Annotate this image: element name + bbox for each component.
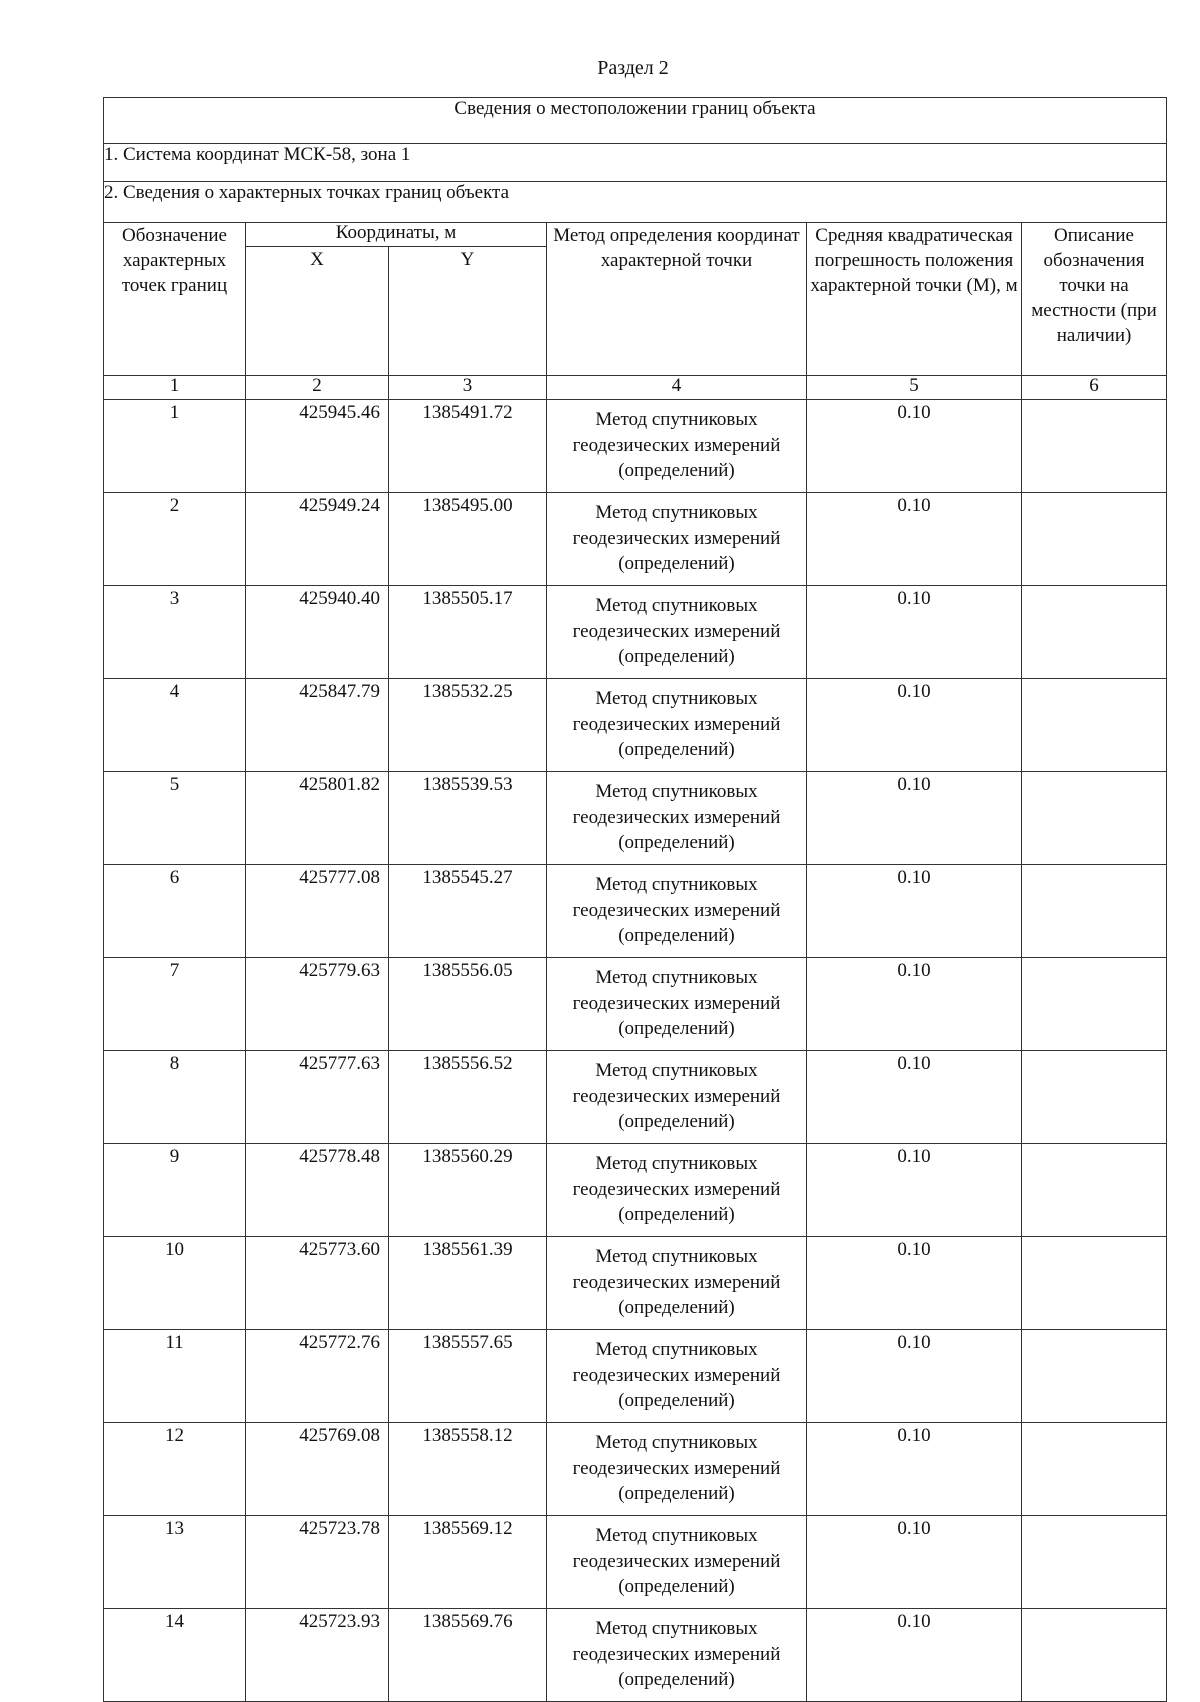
method-cell: Метод спутниковых геодезических измерений (определений) [547, 958, 807, 1051]
point-number: 1 [104, 400, 246, 493]
header-row-top [104, 223, 1167, 247]
coord-x: 425779.63 [246, 958, 389, 1051]
method-cell: Метод спутниковых геодезических измерений (определений) [547, 400, 807, 493]
points-title-text: 2. Сведения о характерных точках границ объекта [104, 182, 1167, 223]
table-row [104, 865, 1167, 958]
error-cell: 0.10 [807, 1051, 1022, 1144]
boundary-points-table [103, 97, 1167, 1702]
method-cell: Метод спутниковых геодезических измерений (определений) [547, 1330, 807, 1423]
error-cell: 0.10 [807, 586, 1022, 679]
coord-y: 1385557.65 [389, 1330, 547, 1423]
error-cell: 0.10 [807, 400, 1022, 493]
point-number: 5 [104, 772, 246, 865]
coord-x: 425801.82 [246, 772, 389, 865]
point-number: 11 [104, 1330, 246, 1423]
coord-system-text: 1. Система координат МСК-58, зона 1 [104, 144, 1167, 182]
coord-y: 1385560.29 [389, 1144, 547, 1237]
coord-y: 1385556.52 [389, 1051, 547, 1144]
coord-y: 1385558.12 [389, 1423, 547, 1516]
column-number: 5 [807, 376, 1022, 400]
coord-y: 1385495.00 [389, 493, 547, 586]
description-cell [1022, 1051, 1167, 1144]
coord-y: 1385505.17 [389, 586, 547, 679]
error-cell: 0.10 [807, 679, 1022, 772]
error-cell: 0.10 [807, 1144, 1022, 1237]
coord-x: 425949.24 [246, 493, 389, 586]
table-row [104, 586, 1167, 679]
column-number: 6 [1022, 376, 1167, 400]
description-cell [1022, 958, 1167, 1051]
coord-x: 425723.93 [246, 1609, 389, 1702]
column-number: 4 [547, 376, 807, 400]
description-cell [1022, 772, 1167, 865]
description-cell [1022, 679, 1167, 772]
error-cell: 0.10 [807, 1609, 1022, 1702]
column-number: 2 [246, 376, 389, 400]
table-row [104, 772, 1167, 865]
section-title: Раздел 2 [597, 57, 669, 79]
point-number: 10 [104, 1237, 246, 1330]
method-cell: Метод спутниковых геодезических измерений (определений) [547, 679, 807, 772]
description-cell [1022, 493, 1167, 586]
point-number: 9 [104, 1144, 246, 1237]
description-cell [1022, 400, 1167, 493]
coord-x: 425723.78 [246, 1516, 389, 1609]
method-cell: Метод спутниковых геодезических измерений (определений) [547, 1423, 807, 1516]
header-x: X [246, 247, 389, 376]
table-row [104, 1423, 1167, 1516]
method-cell: Метод спутниковых геодезических измерений (определений) [547, 1237, 807, 1330]
header-y: Y [389, 247, 547, 376]
header-method: Метод определения координат характерной точки [547, 223, 807, 376]
table-row [104, 493, 1167, 586]
description-cell [1022, 1330, 1167, 1423]
point-number: 4 [104, 679, 246, 772]
point-number: 13 [104, 1516, 246, 1609]
method-cell: Метод спутниковых геодезических измерений (определений) [547, 865, 807, 958]
coord-system-row [104, 144, 1167, 182]
table-caption: Сведения о местоположении границ объекта [104, 98, 1167, 144]
coord-x: 425778.48 [246, 1144, 389, 1237]
error-cell: 0.10 [807, 1237, 1022, 1330]
coord-y: 1385532.25 [389, 679, 547, 772]
error-cell: 0.10 [807, 772, 1022, 865]
point-number: 2 [104, 493, 246, 586]
method-cell: Метод спутниковых геодезических измерений (определений) [547, 772, 807, 865]
point-number: 7 [104, 958, 246, 1051]
header-description: Описание обозначения точки на местности (при наличии) [1022, 223, 1167, 376]
description-cell [1022, 1516, 1167, 1609]
coord-y: 1385556.05 [389, 958, 547, 1051]
table-row [104, 679, 1167, 772]
point-number: 6 [104, 865, 246, 958]
coord-x: 425945.46 [246, 400, 389, 493]
point-number: 12 [104, 1423, 246, 1516]
method-cell: Метод спутниковых геодезических измерений (определений) [547, 586, 807, 679]
method-cell: Метод спутниковых геодезических измерений (определений) [547, 1609, 807, 1702]
method-cell: Метод спутниковых геодезических измерений (определений) [547, 1144, 807, 1237]
coord-x: 425773.60 [246, 1237, 389, 1330]
column-number: 1 [104, 376, 246, 400]
description-cell [1022, 1144, 1167, 1237]
error-cell: 0.10 [807, 1516, 1022, 1609]
description-cell [1022, 865, 1167, 958]
error-cell: 0.10 [807, 1423, 1022, 1516]
table-row [104, 1237, 1167, 1330]
point-number: 8 [104, 1051, 246, 1144]
description-cell [1022, 586, 1167, 679]
method-cell: Метод спутниковых геодезических измерений (определений) [547, 1516, 807, 1609]
error-cell: 0.10 [807, 958, 1022, 1051]
coord-y: 1385569.76 [389, 1609, 547, 1702]
header-error: Средняя квадратическая погрешность положения характерной точки (М), м [807, 223, 1022, 376]
description-cell [1022, 1609, 1167, 1702]
point-number: 3 [104, 586, 246, 679]
description-cell [1022, 1237, 1167, 1330]
coord-x: 425777.08 [246, 865, 389, 958]
point-number: 14 [104, 1609, 246, 1702]
coord-x: 425940.40 [246, 586, 389, 679]
column-numbers-row [104, 376, 1167, 400]
points-title-row [104, 182, 1167, 223]
coord-x: 425769.08 [246, 1423, 389, 1516]
table-row [104, 958, 1167, 1051]
error-cell: 0.10 [807, 865, 1022, 958]
column-number: 3 [389, 376, 547, 400]
header-designation: Обозначение характерных точек границ [104, 223, 246, 376]
table-caption-row [104, 98, 1167, 144]
table-row [104, 1516, 1167, 1609]
coord-x: 425772.76 [246, 1330, 389, 1423]
coord-y: 1385569.12 [389, 1516, 547, 1609]
table-row [104, 1144, 1167, 1237]
error-cell: 0.10 [807, 1330, 1022, 1423]
description-cell [1022, 1423, 1167, 1516]
table-body [104, 400, 1167, 1702]
method-cell: Метод спутниковых геодезических измерений (определений) [547, 1051, 807, 1144]
method-cell: Метод спутниковых геодезических измерений (определений) [547, 493, 807, 586]
coord-y: 1385545.27 [389, 865, 547, 958]
error-cell: 0.10 [807, 493, 1022, 586]
coord-y: 1385539.53 [389, 772, 547, 865]
table-row [104, 1330, 1167, 1423]
table-row [104, 1609, 1167, 1702]
table-row [104, 1051, 1167, 1144]
coord-y: 1385561.39 [389, 1237, 547, 1330]
coord-y: 1385491.72 [389, 400, 547, 493]
table-row [104, 400, 1167, 493]
header-coordinates: Координаты, м [246, 223, 547, 247]
coord-x: 425847.79 [246, 679, 389, 772]
coord-x: 425777.63 [246, 1051, 389, 1144]
